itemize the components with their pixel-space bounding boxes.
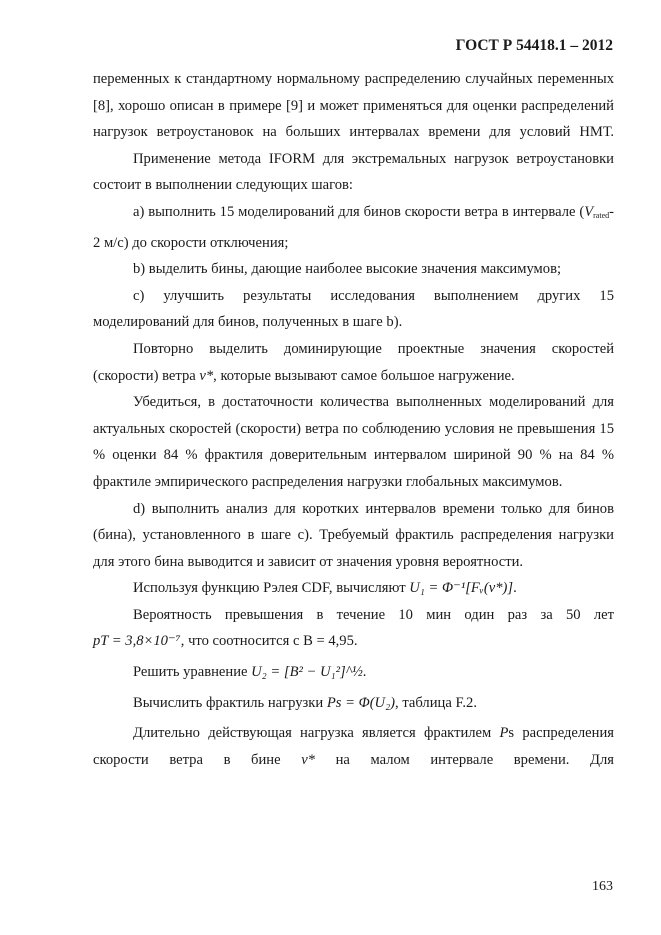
- formula-u2: U₂ = [B² − U₁²]^½: [251, 664, 363, 681]
- paragraph-5: с) улучшить результаты исследования выполнением других 15 моделирований для бинов, полученных в шаге b).: [93, 287, 614, 331]
- document-body: [93, 66, 614, 773]
- paragraph-12: Вычислить фрактиль нагрузки Ps = Φ(U₂), таблица F.2.: [133, 694, 477, 711]
- paragraph-9: Используя функцию Рэлея CDF, вычисляют U₁ = Φ⁻¹[Fᵥ(v*)].: [133, 580, 517, 597]
- paragraph-3: а) выполнить 15 моделирований для бинов скорости ветра в интервале ($V_{rated}-2$ м/с) до скорости отключения;: [93, 203, 614, 251]
- document-header: ГОСТ Р 54418.1 – 2012: [455, 37, 613, 54]
- paragraph-1: переменных к стандартному нормальному распределению случайных переменных [8], хорошо описан в примере [9] и может применяться для оценки распределений нагрузок ветроустановок на больших интервалах времени для условий НМТ.: [93, 71, 614, 141]
- formula-b: В = 4,95: [303, 633, 354, 650]
- paragraph-7: Убедиться, в достаточности количества выполненных моделирований для актуальных скоростей (скорости) ветра по соблюдению условия не превышения 15 % оценки 84 % фрактиля доверительным интервалом шириной 90 % на 84 % фрактиле эмпирического распределения нагрузки глобальных максимумов.: [93, 394, 614, 490]
- formula-u1: U₁ = Φ⁻¹[Fᵥ(v*)]: [409, 580, 514, 597]
- formula-ps: Ps = Φ(U₂): [326, 694, 396, 711]
- paragraph-4: b) выделить бины, дающие наиболее высокие значения максимумов;: [133, 261, 562, 278]
- paragraph-6: Повторно выделить доминирующие проектные значения скоростей (скорости) ветра v*, которые вызывают самое большое нагружение.: [93, 340, 614, 384]
- formula-pt: pT = 3,8×10⁻⁷: [93, 633, 181, 650]
- page-number: 163: [592, 879, 613, 894]
- paragraph-11: Решить уравнение U₂ = [B² − U₁²]^½.: [133, 664, 367, 681]
- paragraph-13: Длительно действующая нагрузка является фрактилем Ps распределения скорости ветра в бине v* на малом интервале времени. Для: [93, 725, 614, 768]
- paragraph-10-cont: pT = 3,8×10⁻⁷, что соотносится с В = 4,95.: [93, 633, 358, 650]
- paragraph-8: d) выполнить анализ для коротких интервалов времени только для бинов (бина), установленного в шаге с). Требуемый фрактиль распределения нагрузки для этого бина выводится и зависит от значения уровня вероятности.: [93, 500, 614, 570]
- paragraph-10: Вероятность превышения в течение 10 мин один раз за 50 лет: [133, 606, 614, 623]
- paragraph-2: Применение метода IFORM для экстремальных нагрузок ветроустановки состоит в выполнении следующих шагов:: [93, 150, 614, 194]
